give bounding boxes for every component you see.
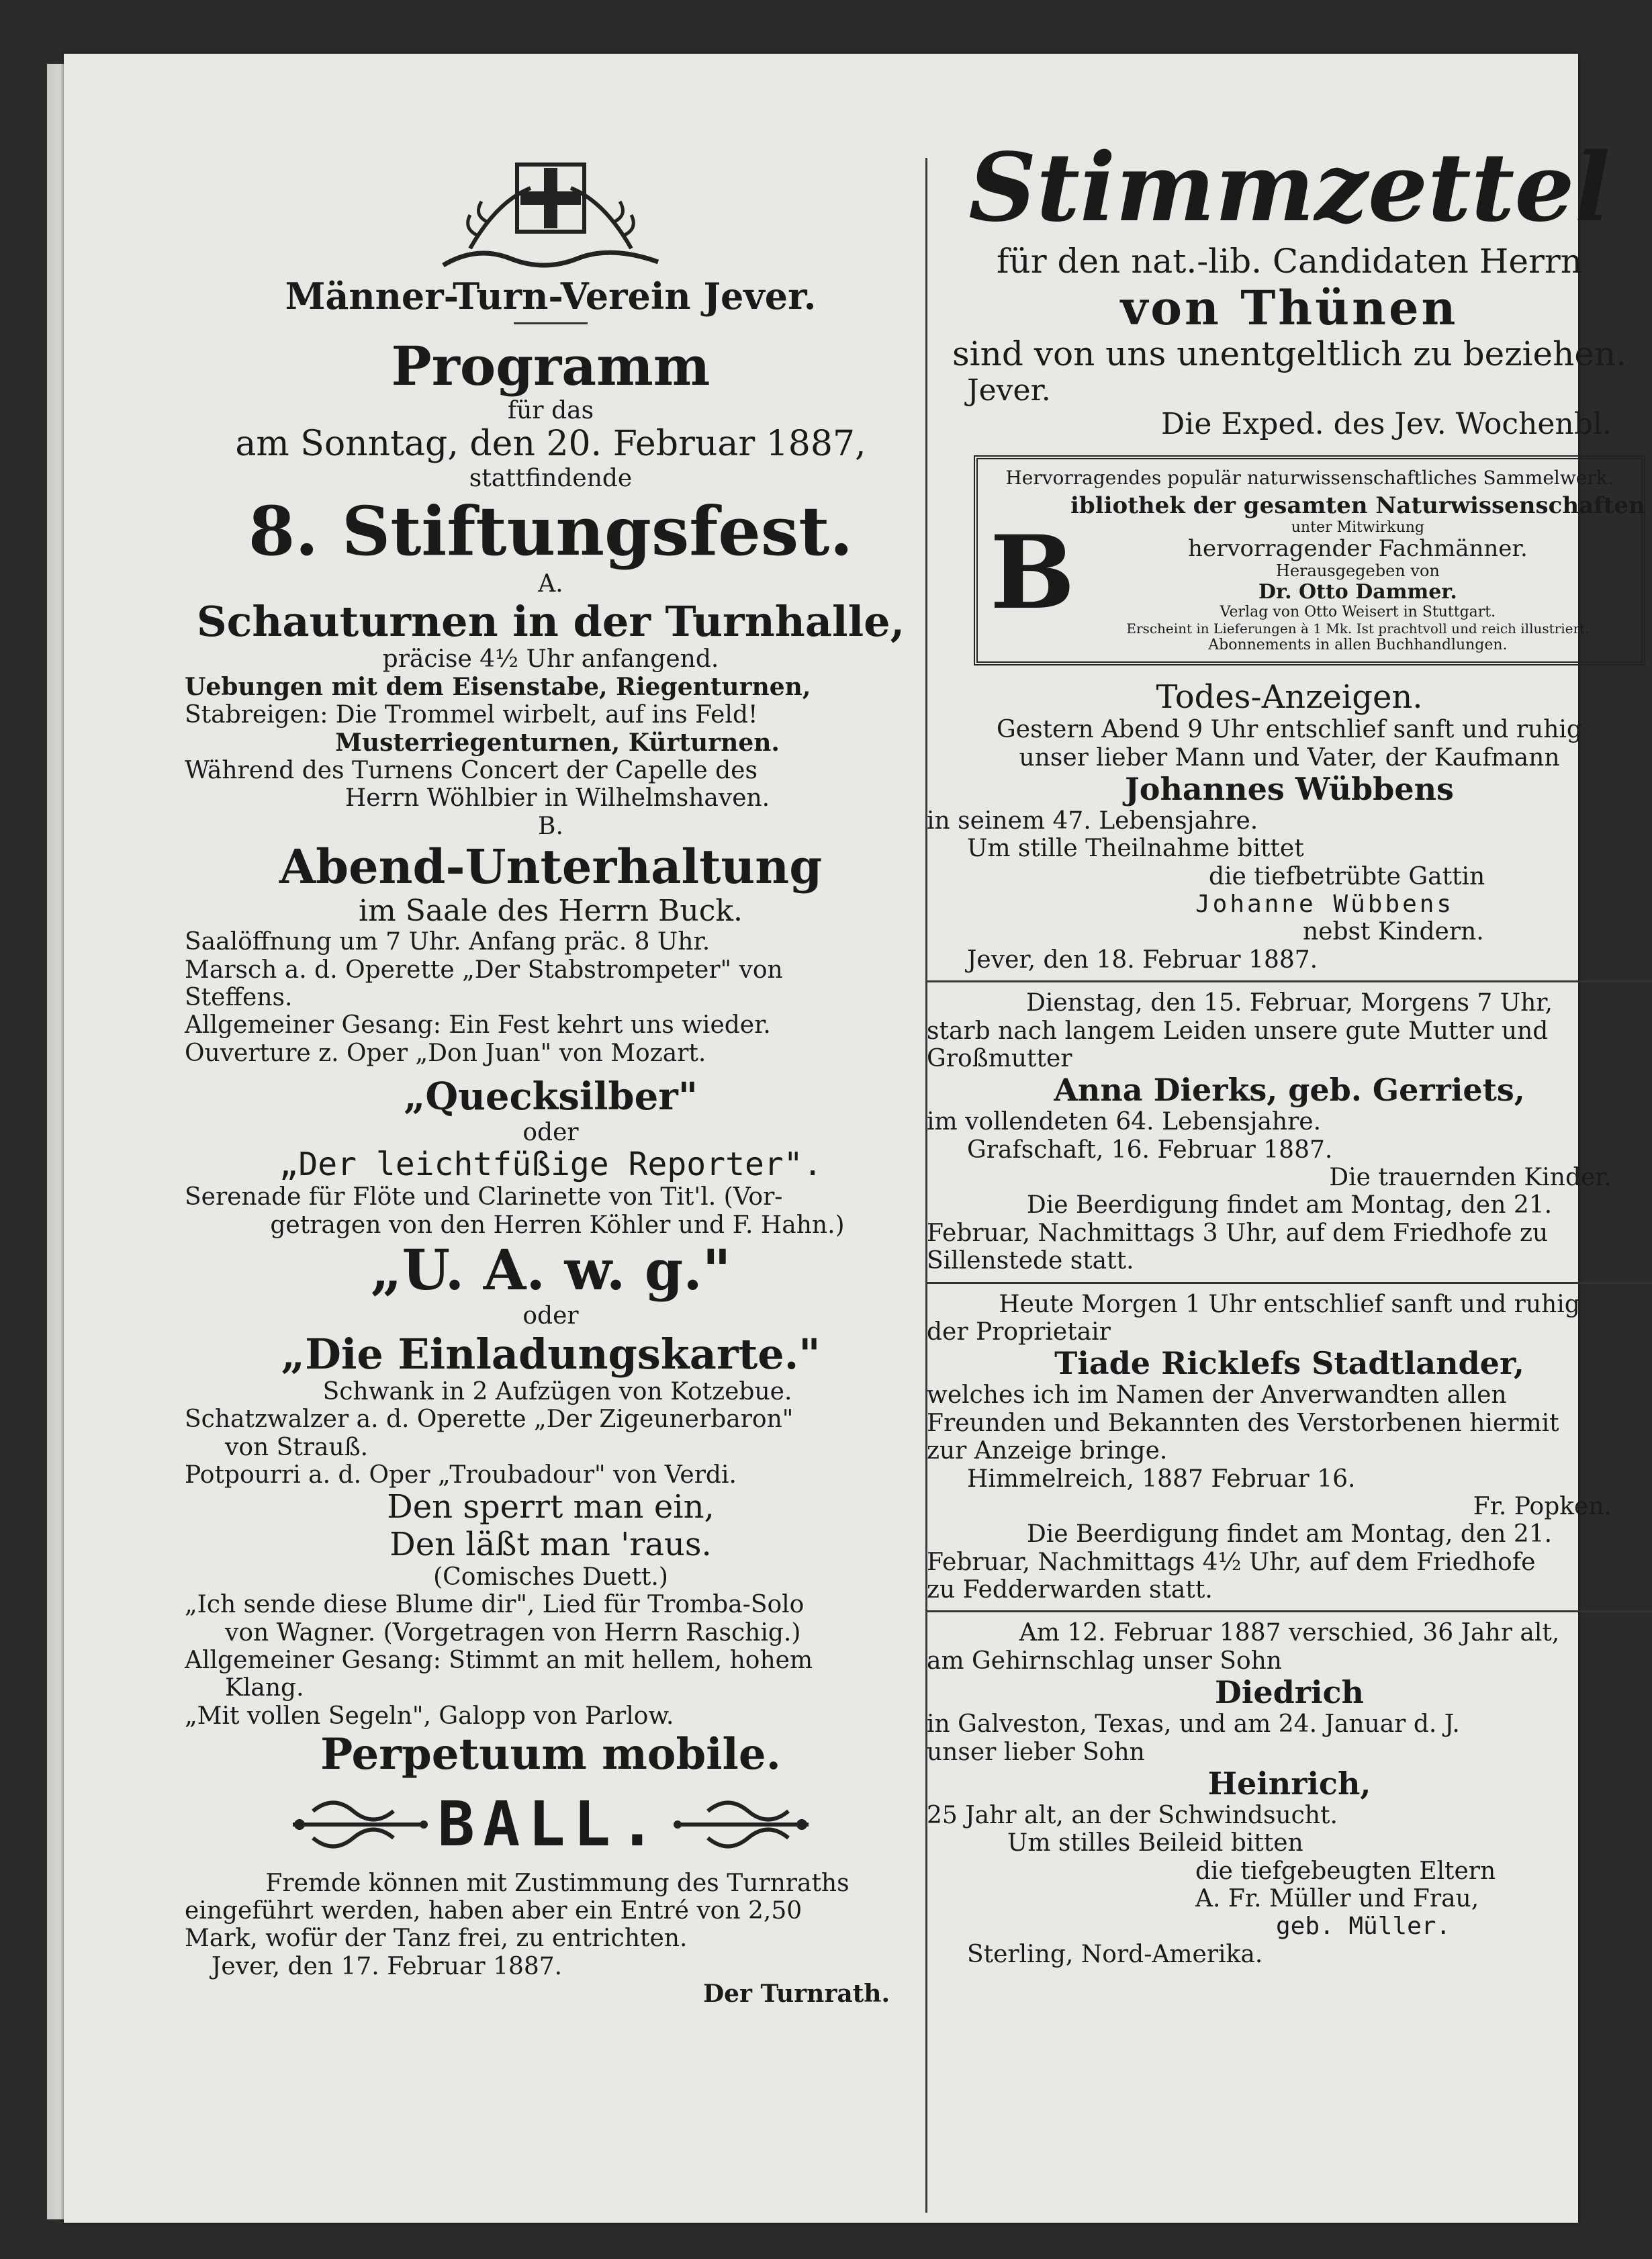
ad-body — [990, 492, 1645, 653]
duet-line-1: Den sperrt man ein, — [387, 1488, 715, 1526]
death-notice-stadtlander — [927, 1291, 1652, 1604]
ad-editor-label: Herausgegeben von — [1275, 561, 1440, 581]
ballot-line-1: für den nat.-lib. Candidaten Herrn — [997, 242, 1582, 281]
notice-date: Jever, den 18. Februar 1887. — [967, 946, 1318, 974]
program-item: Allgemeiner Gesang: Stimmt an mit hellem, hohem — [185, 1646, 813, 1674]
right-ornament-icon — [668, 1791, 815, 1858]
separator — [927, 980, 1652, 982]
right-column-notices — [927, 134, 1652, 1968]
left-ornament-icon — [286, 1791, 434, 1858]
program-b2-list — [171, 1183, 930, 1239]
deceased-name: Diedrich — [1215, 1674, 1364, 1711]
ad-publisher: Verlag von Otto Weisert in Stuttgart. — [1220, 604, 1496, 621]
notice-line: in Galveston, Texas, und am 24. Januar d. J. — [927, 1710, 1460, 1739]
closing-notes — [171, 1870, 930, 1953]
turnverein-emblem-icon — [430, 148, 672, 275]
ad-initial-letter: B — [990, 514, 1075, 633]
program-item: Steffens. — [185, 983, 293, 1011]
notice-sign: Johanne Wübbens — [1195, 890, 1455, 919]
notice-line: am Gehirnschlag unser Sohn — [927, 1647, 1282, 1675]
notice-line: Gestern Abend 9 Uhr entschlief sanft und ruhig — [997, 716, 1582, 744]
ad-header: Hervorragendes populär naturwissenschaftliches Sammelwerk. — [1005, 466, 1614, 489]
notice-sign: A. Fr. Müller und Frau, — [1195, 1884, 1479, 1912]
notice-line: starb nach langem Leiden unsere gute Mutter und — [927, 1017, 1549, 1045]
ad-title: ibliothek der gesamten Naturwissenschaften — [1070, 492, 1645, 519]
notice-line: zur Anzeige bringe. — [927, 1437, 1168, 1465]
notice-line: Um stilles Beileid bitten — [1007, 1829, 1303, 1857]
notice-sign: die tiefgebeugten Eltern — [1195, 1857, 1496, 1885]
death-notice-dierks — [927, 989, 1652, 1275]
program-item: Potpourri a. d. Oper „Troubadour" von Verdi. — [185, 1461, 737, 1489]
program-item: Uebungen mit dem Eisenstabe, Riegenturnen, — [185, 672, 811, 701]
newspaper-page — [64, 54, 1645, 2223]
left-column-program — [171, 148, 930, 2009]
notice-sign: Fr. Popken. — [1473, 1492, 1612, 1520]
program-item: von Strauß. — [225, 1433, 369, 1461]
notice-line: Um stille Theilnahme bittet — [967, 835, 1304, 863]
play-2-subtitle: „Die Einladungskarte." — [281, 1329, 821, 1379]
death-notices-title: Todes-Anzeigen. — [1156, 678, 1423, 717]
burial-line: zu Fedderwarden statt. — [927, 1576, 1213, 1604]
program-title: Programm — [391, 334, 710, 398]
program-item: von Wagner. (Vorgetragen von Herrn Raschig.) — [225, 1618, 801, 1647]
play-2-title: „U. A. w. g." — [370, 1238, 731, 1303]
program-item: Musterriegenturnen, Kürturnen. — [335, 728, 780, 757]
notice-line: in seinem 47. Lebensjahre. — [927, 806, 1258, 835]
venue: im Saale des Herrn Buck. — [358, 893, 743, 928]
burial-line: Die Beerdigung findet am Montag, den 21. — [1026, 1520, 1553, 1549]
ad-editor: Dr. Otto Dammer. — [1258, 580, 1457, 604]
closing-line: Fremde können mit Zustimmung des Turnraths — [265, 1869, 850, 1897]
notice-date: Himmelreich, 1887 Februar 16. — [967, 1465, 1356, 1493]
closing-line: Mark, wofür der Tanz frei, zu entrichten. — [185, 1925, 688, 1953]
notice-place: Sterling, Nord-Amerika. — [967, 1940, 1263, 1968]
date-line: am Sonntag, den 20. Februar 1887, — [235, 424, 866, 465]
club-name: Männer-Turn-Verein Jever. — [285, 275, 817, 318]
perpetuum-mobile: Perpetuum mobile. — [320, 1729, 781, 1780]
notice-line: unser lieber Mann und Vater, der Kaufmann — [1019, 743, 1560, 772]
deceased-name: Tiade Ricklefs Stadtlander, — [1054, 1345, 1524, 1382]
duet-note: (Comisches Duett.) — [433, 1563, 668, 1591]
program-item: Während des Turnens Concert der Capelle des — [185, 756, 758, 784]
program-item: Serenade für Flöte und Clarinette von Tit'l. (Vor- — [185, 1183, 783, 1211]
closing-line: eingeführt werden, haben aber ein Entré von 2,50 — [185, 1896, 802, 1925]
burial-line: Februar, Nachmittags 3 Uhr, auf dem Friedhofe zu — [927, 1219, 1549, 1247]
notice-line: im vollendeten 64. Lebensjahre. — [927, 1108, 1322, 1136]
notice-line: Grafschaft, 16. Februar 1887. — [967, 1136, 1333, 1164]
notice-line: Freunden und Bekannten des Verstorbenen hiermit — [927, 1409, 1559, 1437]
notice-sign: Die trauernden Kinder. — [1329, 1164, 1612, 1192]
burial-line: Februar, Nachmittags 4½ Uhr, auf dem Friedhofe — [927, 1548, 1536, 1576]
part-a-title: Schauturnen in der Turnhalle, — [196, 597, 905, 647]
program-item: Saalöffnung um 7 Uhr. Anfang präc. 8 Uhr. — [185, 928, 710, 956]
program-item: Allgemeiner Gesang: Ein Fest kehrt uns wieder. — [185, 1011, 771, 1040]
ball-title: BALL. — [437, 1788, 664, 1860]
play-1-title: „Quecksilber" — [404, 1074, 698, 1119]
program-item: Ouverture z. Oper „Don Juan" von Mozart. — [185, 1039, 706, 1067]
program-a-list — [171, 674, 930, 813]
for-the-text: für das — [507, 397, 594, 425]
oder-text: oder — [522, 1302, 579, 1330]
part-b-label: B. — [538, 812, 563, 840]
start-time: präcise 4½ Uhr anfangend. — [382, 645, 719, 674]
signature: Der Turnrath. — [702, 1980, 890, 2009]
notice-line: welches ich im Namen der Anverwandten allen — [927, 1381, 1507, 1410]
deceased-name: Johannes Wübbens — [1125, 771, 1454, 808]
ad-experts: hervorragender Fachmänner. — [1188, 535, 1528, 563]
ballot-publisher: Die Exped. des Jev. Wochenbl. — [1160, 407, 1612, 442]
taking-place-text: stattfindende — [469, 465, 633, 493]
burial-line: Die Beerdigung findet am Montag, den 21. — [1026, 1191, 1553, 1219]
notice-line: Heute Morgen 1 Uhr entschlief sanft und ruhig — [999, 1290, 1580, 1318]
play-1-subtitle: „Der leichtfüßige Reporter". — [279, 1145, 823, 1183]
ballot-line-2: sind von uns unentgeltlich zu beziehen. — [952, 334, 1627, 373]
oder-text: oder — [522, 1118, 579, 1146]
separator — [927, 1610, 1652, 1612]
ballot-place: Jever. — [967, 373, 1051, 408]
program-b4-list — [171, 1591, 930, 1730]
notice-line: Dienstag, den 15. Februar, Morgens 7 Uhr, — [1025, 989, 1553, 1017]
notice-line: Am 12. Februar 1887 verschied, 36 Jahr alt, — [1019, 1619, 1560, 1647]
program-b3-list — [171, 1378, 930, 1489]
book-advertisement — [974, 455, 1645, 665]
separator — [927, 1282, 1652, 1284]
program-item: Herrn Wöhlbier in Wilhelmshaven. — [345, 784, 770, 813]
notice-sign: nebst Kindern. — [1303, 918, 1484, 946]
stimmzettel-title: Stimmzettel — [968, 133, 1610, 243]
death-notice-wuebbens — [927, 716, 1652, 974]
program-item: „Mit vollen Segeln", Galopp von Parlow. — [185, 1702, 674, 1730]
ad-with: unter Mitwirkung — [1291, 518, 1425, 536]
program-item: Stabreigen: Die Trommel wirbelt, auf ins Feld! — [185, 701, 758, 729]
notice-line: 25 Jahr alt, an der Schwindsucht. — [927, 1801, 1338, 1829]
deceased-name: Heinrich, — [1207, 1765, 1371, 1802]
burial-line: Sillenstede statt. — [927, 1247, 1134, 1275]
notice-line: unser lieber Sohn — [927, 1738, 1145, 1766]
program-item: Schatzwalzer a. d. Operette „Der Zigeunerbaron" — [185, 1405, 794, 1434]
ad-text — [1070, 493, 1645, 653]
candidate-name: von Thünen — [1120, 279, 1459, 336]
program-b1-list — [171, 928, 930, 1067]
notice-line: der Proprietair — [927, 1318, 1111, 1346]
program-item: „Ich sende diese Blume dir", Lied für Tromba-Solo — [185, 1591, 805, 1619]
part-a-label: A. — [538, 569, 563, 598]
notice-line: Großmutter — [927, 1045, 1072, 1073]
duet-line-2: Den läßt man 'raus. — [389, 1525, 712, 1563]
notice-sign: geb. Müller. — [1276, 1912, 1451, 1941]
deceased-name: Anna Dierks, geb. Gerriets, — [1054, 1072, 1525, 1109]
ad-subscriptions: Abonnements in allen Buchhandlungen. — [1208, 636, 1508, 653]
ad-terms: Erscheint in Lieferungen à 1 Mk. Ist prachtvoll und reich illustriert. — [1126, 620, 1590, 637]
program-item: Klang. — [225, 1674, 304, 1702]
program-item: Schwank in 2 Aufzügen von Kotzebue. — [322, 1377, 792, 1405]
part-b-title: Abend-Unterhaltung — [279, 839, 823, 895]
ball-banner — [171, 1789, 930, 1860]
program-item: getragen von den Herren Köhler und F. Hahn.) — [270, 1211, 845, 1239]
event-title: 8. Stiftungsfest. — [248, 491, 854, 571]
death-notice-mueller — [927, 1619, 1652, 1968]
separator — [514, 322, 588, 324]
program-item: Marsch a. d. Operette „Der Stabstrompeter" von — [185, 956, 783, 984]
place-date: Jever, den 17. Februar 1887. — [212, 1952, 563, 1980]
notice-sign: die tiefbetrübte Gattin — [1209, 862, 1485, 890]
